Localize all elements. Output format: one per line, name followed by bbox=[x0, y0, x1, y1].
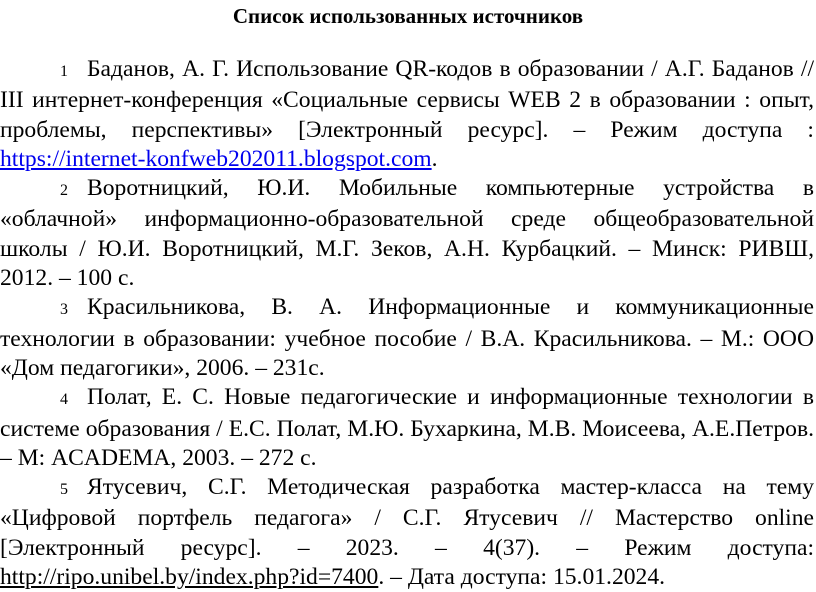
reference-number: 3 bbox=[60, 301, 68, 319]
page-title: Список использованных источников bbox=[232, 4, 584, 28]
reference-number: 1 bbox=[60, 63, 68, 80]
reference-text: Воротницкий, Ю.И. Мобильные компьютерные устройства в «облачной» информационно-образовательной среде общеобразовательной школы / Ю.И. Воротницкий, М.Г. Зеков, А.Н. Курбацкий. – Минск: РИВШ, 2012. – 100 с. bbox=[0, 175, 814, 292]
reference-number: 4 bbox=[60, 391, 68, 409]
reference-item-5 bbox=[0, 473, 814, 592]
reference-tail: . – Дата доступа: 15.01.2024. bbox=[378, 564, 666, 591]
reference-link[interactable]: https://internet-konfweb202011.blogspot.com bbox=[0, 145, 432, 172]
reference-list bbox=[0, 55, 814, 592]
reference-text: Ятусевич, С.Г. Методическая разработка мастер-класса на тему «Цифровой портфель педагога» / С.Г. Ятусевич // Мастерство online [Электронный ресурс]. – 2023. – 4(37). – Режим доступа: bbox=[0, 474, 814, 561]
reference-text: Полат, Е. С. Новые педагогические и информационные технологии в системе образования / Е.С. Полат, М.Ю. Бухаркина, М.В. Моисеева, А.Е.Петров. – М: ACADEMA, 2003. – 272 с. bbox=[0, 384, 814, 471]
reference-item-3 bbox=[0, 293, 814, 383]
reference-item-2 bbox=[0, 174, 814, 293]
reference-item-1 bbox=[0, 55, 814, 174]
reference-item-4 bbox=[0, 383, 814, 473]
reference-tail: . bbox=[431, 145, 438, 172]
reference-text: Баданов, А. Г. Использование QR-кодов в образовании / А.Г. Баданов // III интернет-конференция «Социальные сервисы WEB 2 в образовании : опыт, проблемы, перспективы» [Электронный ресурс]. – Режим доступа : bbox=[0, 56, 814, 143]
reference-text: Красильникова, В. А. Информационные и коммуникационные технологии в образовании: учебное пособие / В.А. Красильникова. – М.: ООО «Дом педагогики», 2006. – 231с. bbox=[0, 294, 814, 381]
reference-number: 5 bbox=[60, 481, 68, 499]
reference-number: 2 bbox=[60, 182, 68, 200]
reference-link[interactable]: http://ripo.unibel.by/index.php?id=7400 bbox=[0, 564, 379, 591]
